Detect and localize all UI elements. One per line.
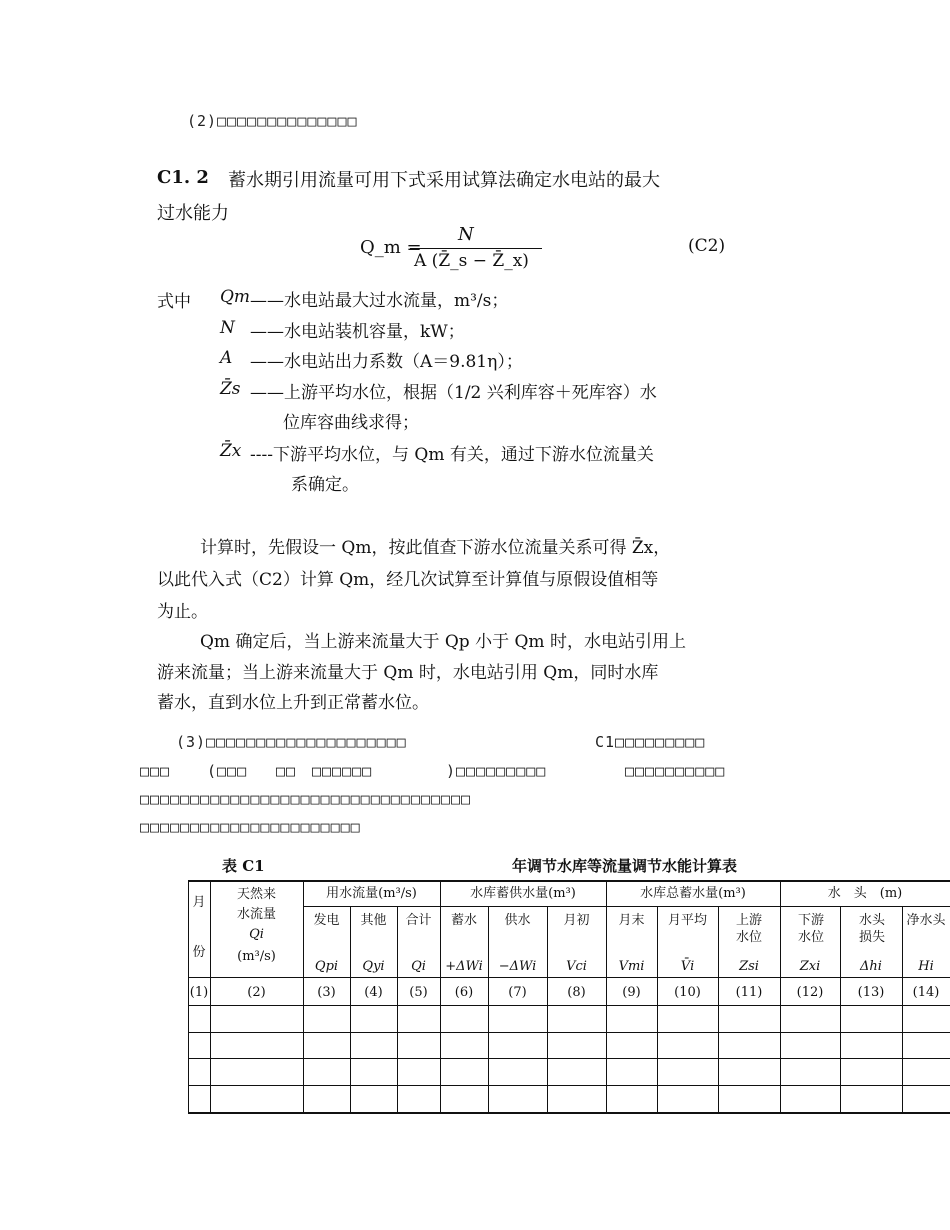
- col-number: (7): [508, 985, 527, 1000]
- table-c1: [188, 880, 948, 1115]
- symbol-h: Hi: [918, 959, 934, 974]
- table-vline: [488, 906, 489, 1114]
- col-number: (5): [409, 985, 428, 1000]
- def-symbol-zx: Z̄x: [220, 441, 242, 461]
- def-desc-qm: ——水电站最大过水流量，m³/s；: [250, 291, 509, 311]
- table-vline: [902, 906, 903, 1114]
- col-number: (10): [674, 985, 701, 1000]
- def-desc-zs: ——上游平均水位，根据（1/2 兴利库容＋死库容）水: [250, 383, 657, 403]
- step-3-line-1a: (3)□□□□□□□□□□□□□□□□□□□□: [176, 733, 407, 751]
- def-desc-n: ——水电站装机容量，kW；: [250, 322, 465, 342]
- formula-denominator: A (Z̄_s − Z̄_x): [414, 251, 529, 271]
- step-2-text: (2)□□□□□□□□□□□□□□: [187, 112, 358, 130]
- sub-header-head-loss: 水头损失: [858, 913, 885, 945]
- col-number: (9): [622, 985, 641, 1000]
- symbol-minus-dw: −ΔWi: [498, 959, 537, 974]
- col-number: (6): [454, 985, 474, 1000]
- col-number: (8): [567, 985, 586, 1000]
- def-desc-zx: ----下游平均水位，与 Qm 有关，通过下游水位流量关: [250, 445, 654, 465]
- col-number: (1): [189, 985, 209, 1000]
- sub-header-generation: 发电: [313, 913, 340, 928]
- step-3-line-4: □□□□□□□□□□□□□□□□□□□□□□: [140, 818, 361, 836]
- col-number: (11): [735, 985, 763, 1000]
- table-title: 年调节水库等流量调节水能计算表: [512, 857, 738, 875]
- formula-c2: [360, 224, 530, 276]
- step-3-line-2f: □□□□□□□□□□: [625, 762, 726, 780]
- formula-lhs: Q_m =: [360, 237, 422, 258]
- table-rule: [303, 906, 950, 907]
- after-line-2: 游来流量；当上游来流量大于 Qm 时，水电站引用 Qm，同时水库: [157, 663, 659, 683]
- inflow-header-3: Qi: [249, 927, 264, 942]
- step-3-line-2d: □□□□□□: [312, 762, 373, 780]
- def-symbol-n: N: [220, 318, 235, 338]
- step-3-line-2c: □□: [276, 762, 297, 780]
- table-vline: [350, 906, 351, 1114]
- col-number: (3): [317, 985, 336, 1000]
- table-vline: [547, 906, 548, 1114]
- col-number: (2): [247, 985, 266, 1000]
- sub-header-month-end: 月末: [618, 913, 645, 928]
- sub-header-month-start: 月初: [563, 913, 590, 928]
- sub-header-total: 合计: [405, 913, 432, 928]
- fraction-bar: [410, 248, 542, 249]
- def-desc-a: ——水电站出力系数（A＝9.81η）；: [250, 352, 523, 372]
- col-number: (14): [912, 985, 940, 1000]
- table-vline: [397, 906, 398, 1114]
- col-number: (12): [796, 985, 824, 1000]
- group-storage-supply: 水库蓄供水量(m³): [470, 886, 576, 901]
- def-symbol-a: A: [220, 348, 233, 368]
- inflow-header-2: 水流量: [236, 907, 276, 922]
- symbol-qi: Qi: [411, 959, 426, 974]
- sub-header-upstream-level: 上游水位: [736, 913, 763, 945]
- def-symbol-qm: Qm: [220, 287, 251, 307]
- col-number: (13): [857, 985, 885, 1000]
- symbol-zx: Zxi: [799, 959, 821, 974]
- section-line-1: 蓄水期引用流量可用下式采用试算法确定水电站的最大: [228, 170, 660, 191]
- inflow-header-1: 天然来: [236, 887, 276, 902]
- table-vline: [718, 906, 719, 1114]
- table-vline: [657, 906, 658, 1114]
- symbol-zs: Zsi: [739, 959, 759, 974]
- symbol-plus-dw: +ΔWi: [445, 959, 483, 974]
- section-number: C1. 2: [157, 167, 209, 188]
- after-line-1: Qm 确定后，当上游来流量大于 Qp 小于 Qm 时，水电站引用上: [200, 632, 686, 652]
- month-header-top: 月: [192, 895, 206, 910]
- calc-line-2: 以此代入式（C2）计算 Qm，经几次试算至计算值与原假设值相等: [157, 570, 659, 590]
- symbol-qp: Qpi: [314, 959, 339, 974]
- formula-tag: (C2): [688, 236, 726, 256]
- group-water-use: 用水流量(m³/s): [326, 886, 417, 901]
- symbol-vavg: V̄i: [680, 959, 695, 974]
- section-line-2: 过水能力: [157, 203, 229, 224]
- calc-line-1: 计算时，先假设一 Qm，按此值查下游水位流量关系可得 Z̄x，: [200, 538, 671, 558]
- col-number: (4): [364, 985, 383, 1000]
- symbol-vm: Vmi: [618, 959, 645, 974]
- step-3-line-2e: )□□□□□□□□□: [446, 762, 547, 780]
- symbol-dh: Δhi: [860, 959, 882, 974]
- table-vline: [840, 906, 841, 1114]
- after-line-3: 蓄水，直到水位上升到正常蓄水位。: [157, 693, 429, 713]
- calc-line-3: 为止。: [157, 602, 208, 622]
- group-head: 水 头 (m): [827, 886, 903, 901]
- table-label: 表 C1: [222, 857, 265, 875]
- step-3-line-3: □□□□□□□□□□□□□□□□□□□□□□□□□□□□□□□□□: [140, 790, 472, 808]
- symbol-vc: Vci: [566, 959, 587, 974]
- sub-header-store: 蓄水: [450, 913, 477, 928]
- def-desc-zx-cont: 系确定。: [291, 475, 359, 495]
- inflow-header-4: (m³/s): [237, 949, 276, 964]
- step-3-line-2a: □□□: [140, 762, 171, 780]
- sub-header-downstream-level: 下游水位: [797, 913, 824, 945]
- sub-header-supply: 供水: [504, 913, 531, 928]
- month-header-bottom: 份: [192, 945, 206, 960]
- sub-header-net-head: 净水头: [906, 913, 946, 928]
- step-3-line-2b: (□□□: [207, 762, 248, 780]
- group-total-storage: 水库总蓄水量(m³): [640, 886, 746, 901]
- symbol-qy: Qyi: [362, 959, 385, 974]
- sub-header-month-avg: 月平均: [667, 913, 707, 928]
- def-symbol-zs: Z̄s: [220, 379, 241, 399]
- sub-header-other: 其他: [360, 913, 387, 928]
- formula-numerator: N: [458, 224, 474, 245]
- definitions-intro: 式中: [157, 292, 191, 312]
- step-3-line-1b: C1□□□□□□□□□: [595, 733, 706, 751]
- def-desc-zs-cont: 位库容曲线求得；: [283, 413, 419, 433]
